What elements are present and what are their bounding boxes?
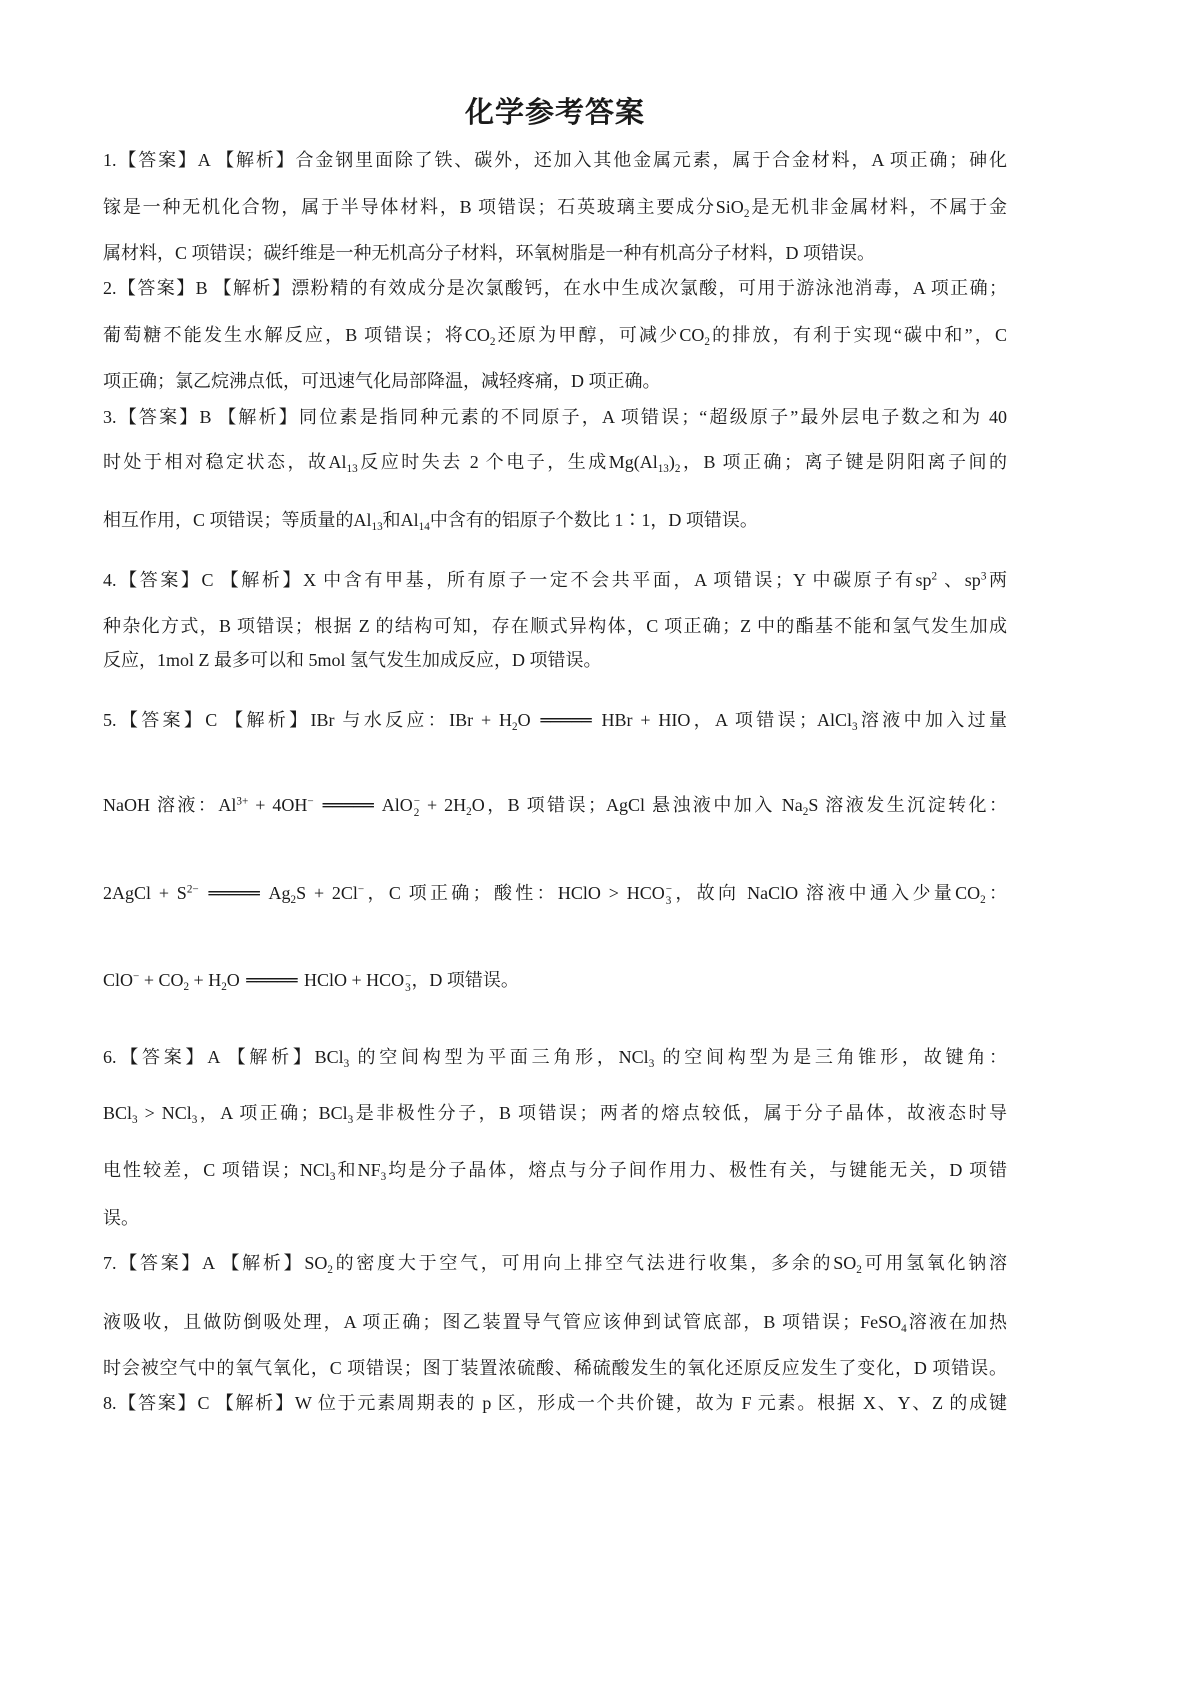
text-run: + CO (139, 970, 184, 990)
text-run: > NCl (137, 1103, 192, 1123)
answer-1-line-2 (103, 192, 1007, 222)
text-run (199, 883, 207, 903)
text-run: 镓是一种无机化合物，属于半导体材料，B 项错误；石英玻璃主要成分SiO (103, 197, 744, 217)
text-run: ，D 项错误。 (411, 970, 519, 990)
subscript: 2 (327, 1263, 333, 1276)
text-run: 5.【答案】C 【解析】IBr 与水反应：IBr + H (103, 710, 512, 730)
reaction-equals-sign: ═════ (246, 971, 298, 991)
answer-5-line-1 (103, 705, 1007, 735)
subscript: 3 (191, 1113, 198, 1126)
text-run: ，B 项正确；离子键是阴阳离子间的 (680, 452, 1007, 472)
text-run: ，C 项正确；酸性：HClO > HCO (364, 883, 665, 903)
text-run: 是非极性分子，B 项错误；两者的熔点较低，属于分子晶体，故液态时导 (353, 1103, 1007, 1123)
subscript: 3 (851, 720, 858, 733)
text-run: 的空间构型为平面三角形，NCl (349, 1047, 649, 1067)
text-run: 、sp (937, 570, 981, 590)
subscript: 13 (346, 462, 358, 475)
answer-5-line-2 (103, 790, 1007, 820)
text-run: HClO + HCO (299, 970, 405, 990)
subscript: 2 (802, 805, 809, 818)
text-run: 和NF (335, 1160, 381, 1180)
text-run: AlO (375, 795, 413, 815)
text-run: 8.【答案】C 【解析】W 位于元素周期表的 p 区，形成一个共价键，故为 F 元素。根据 X、Y、Z 的成键 (103, 1393, 1007, 1413)
answer-7-line-3 (103, 1353, 1007, 1383)
answer-1-line-1 (103, 145, 1007, 175)
text-run: + 4OH (248, 795, 308, 815)
text-run: 的密度大于空气，可用向上排空气法进行收集，多余的SO (332, 1253, 857, 1273)
text-run: HBr + HIO，A 项错误；AlCl (593, 710, 852, 730)
subscript: 2 (743, 207, 750, 220)
answer-4-line-3 (103, 645, 1007, 675)
subscript: 2 (980, 893, 986, 906)
subscript: 2 (704, 335, 710, 348)
text-run: 反应，1mol Z 最多可以和 5mol 氢气发生加成反应，D 项错误。 (103, 650, 602, 670)
text-run (314, 795, 321, 815)
text-run: ： (985, 883, 1008, 903)
text-run: O (226, 970, 245, 990)
answer-1-line-3 (103, 238, 1007, 268)
text-run: 7.【答案】A 【解析】SO (103, 1253, 328, 1273)
text-run: 相互作用，C 项错误；等质量的Al (103, 510, 372, 530)
text-run: 还原为甲醇，可减少CO (495, 325, 705, 345)
text-run: 葡萄糖不能发生水解反应，B 项错误；将CO (103, 325, 490, 345)
text-run: 3.【答案】B 【解析】同位素是指同种元素的不同原子，A 项错误；“超级原子”最外层电子数之和为 40 (103, 407, 1007, 427)
answer-5-line-3 (103, 878, 1007, 908)
subscript: 3 (405, 981, 411, 994)
subscript: 3 (343, 1057, 350, 1070)
superscript: − (405, 969, 412, 982)
answer-8-line-1 (103, 1388, 1007, 1418)
text-run: + 2H (420, 795, 467, 815)
answer-6-line-2 (103, 1098, 1007, 1128)
text-run: Ag (261, 883, 291, 903)
answer-4-line-2 (103, 611, 1007, 641)
superscript: − (133, 970, 140, 983)
superscript: − (665, 882, 672, 895)
subscript: 2 (183, 980, 190, 993)
text-run: 的空间构型为是三角锥形，故键角： (654, 1047, 1007, 1067)
subscript: 3 (132, 1113, 138, 1126)
text-run: O，B 项错误；AgCl 悬浊液中加入 Na (471, 795, 803, 815)
text-run: 的排放，有利于实现“碳中和”，C (709, 325, 1007, 345)
text-run: 是无机非金属材料，不属于金 (749, 197, 1007, 217)
superscript: − (307, 795, 314, 808)
text-run: 溶液在加热 (906, 1312, 1007, 1332)
text-run: 两 (986, 570, 1007, 590)
answer-2-line-3 (103, 366, 1007, 396)
text-run: 6.【答案】A 【解析】BCl (103, 1047, 344, 1067)
superscript: 3 (980, 570, 987, 583)
subscript: 2 (674, 462, 681, 475)
superscript: 2 (931, 570, 938, 583)
subscript: 13 (371, 520, 383, 533)
subscript: 2 (413, 806, 420, 819)
answer-2-line-1 (103, 273, 1007, 303)
text-run: 种杂化方式，B 项错误；根据 Z 的结构可知，存在顺式异构体，C 项正确；Z 中的酯基不能和氢气发生加成 (103, 616, 1007, 636)
subscript: 3 (665, 894, 672, 907)
reaction-equals-sign: ═════ (208, 884, 260, 904)
superscript: 2− (186, 883, 199, 896)
reaction-equals-sign: ═════ (322, 796, 374, 816)
text-run: ，故向 NaClO 溶液中通入少量CO (672, 883, 981, 903)
text-run: 均是分子晶体，熔点与分子间作用力、极性有关，与键能无关，D 项错 (386, 1160, 1008, 1180)
subscript: 4 (901, 1322, 907, 1335)
document-title: 化学参考答案 (464, 97, 645, 129)
text-run: S 溶液发生沉淀转化： (808, 795, 1008, 815)
subscript: 2 (466, 805, 472, 818)
text-run: ClO (103, 970, 134, 990)
text-run: 反应时失去 2 个电子，生成Mg(Al (357, 452, 658, 472)
subscript: 2 (290, 893, 297, 906)
text-run: 属材料，C 项错误；碳纤维是一种无机高分子材料，环氧树脂是一种有机高分子材料，D 项错误。 (103, 243, 876, 263)
answer-4-line-1 (103, 565, 1007, 595)
answer-3-line-1 (103, 402, 1007, 432)
superscript: 3+ (236, 795, 249, 808)
text-run: 2.【答案】B 【解析】漂粉精的有效成分是次氯酸钙，在水中生成次氯酸，可用于游泳池消毒，A 项正确； (103, 278, 1007, 298)
text-run: 和Al (382, 510, 419, 530)
subscript: 13 (657, 462, 669, 475)
answer-7-line-2 (103, 1307, 1007, 1337)
text-run: 时会被空气中的氧气氧化，C 项错误；图丁装置浓硫酸、稀硫酸发生的氧化还原反应发生了变化，D 项错误。 (103, 1358, 1007, 1378)
answer-5-line-4 (103, 965, 1007, 995)
text-run: 可用氢氧化钠溶 (861, 1253, 1008, 1273)
text-run: 液吸收，且做防倒吸处理，A 项正确；图乙装置导气管应该伸到试管底部，B 项错误；FeSO (103, 1312, 902, 1332)
answer-6-line-1 (103, 1042, 1007, 1072)
subscript: 2 (489, 335, 496, 348)
answer-3-line-2 (103, 447, 1007, 477)
subscript: 3 (329, 1170, 336, 1183)
text-run: 时处于相对稳定状态，故Al (103, 452, 347, 472)
text-run: 溶液中加入过量 (857, 710, 1008, 730)
text-run: 电性较差，C 项错误；NCl (103, 1160, 330, 1180)
text-run: 4.【答案】C 【解析】X 中含有甲基，所有原子一定不会共平面，A 项错误；Y 中碳原子有sp (103, 570, 932, 590)
superscript: − (357, 883, 365, 896)
text-run: NaOH 溶液：Al (103, 795, 237, 815)
text-run: 项正确；氯乙烷沸点低，可迅速气化局部降温，减轻疼痛，D 项正确。 (103, 371, 661, 391)
subscript: 3 (380, 1170, 387, 1183)
text-run: 误。 (103, 1208, 139, 1228)
reaction-equals-sign: ═════ (540, 711, 592, 731)
subscript: 3 (648, 1057, 655, 1070)
text-run: S + 2Cl (296, 883, 358, 903)
subscript: 14 (418, 520, 430, 533)
subscript: 2 (221, 980, 227, 993)
answer-6-line-3 (103, 1155, 1007, 1185)
text-run: BCl (103, 1103, 133, 1123)
superscript: − (413, 794, 421, 807)
text-run: 2AgCl + S (103, 883, 187, 903)
text-run: 中含有的铝原子个数比 1∶1，D 项错误。 (429, 510, 758, 530)
text-run: O (517, 710, 539, 730)
text-run: 1.【答案】A 【解析】合金钢里面除了铁、碳外，还加入其他金属元素，属于合金材料，A 项正确；砷化 (103, 150, 1007, 170)
text-run: ，A 项正确；BCl (197, 1103, 348, 1123)
subscript: 2 (856, 1263, 862, 1276)
answer-2-line-2 (103, 320, 1007, 350)
text-run: + H (189, 970, 222, 990)
subscript: 3 (347, 1113, 354, 1126)
subscript: 2 (512, 720, 518, 733)
answer-7-line-1 (103, 1248, 1007, 1278)
text-run: ) (668, 452, 675, 472)
answer-3-line-3 (103, 505, 1007, 535)
answer-6-line-4 (103, 1203, 1007, 1233)
